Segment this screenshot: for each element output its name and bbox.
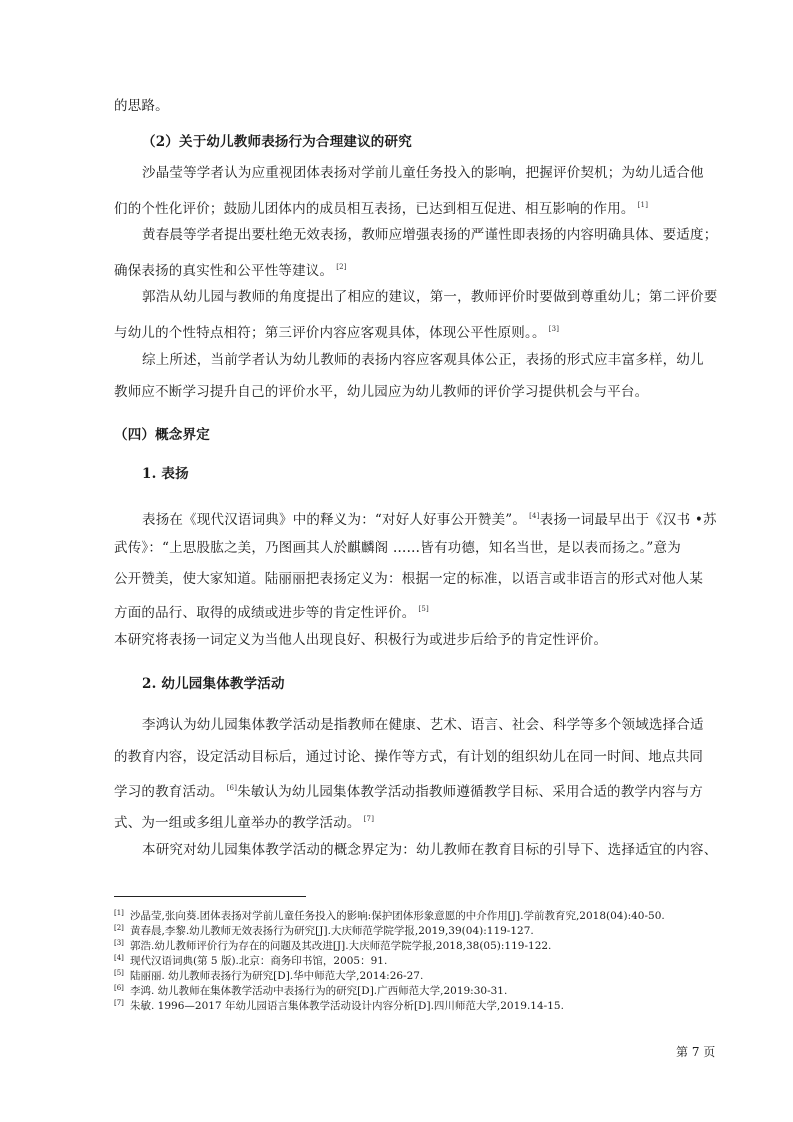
body-line: 综上所述，当前学者认为幼儿教师的表扬内容应客观具体公正，表扬的形式应丰富多样，幼儿 [142, 352, 704, 368]
citation-ref[interactable]: [2] [336, 263, 347, 271]
footnote: [1] 沙晶莹,张向葵.团体表扬对学前儿童任务投入的影响:保护团体形象意愿的中介作用[J].学前教育究,2018(04):40-50. [114, 906, 734, 923]
footnote-mark: [5] [114, 969, 124, 977]
body-line: 学习的教育活动。 [6]朱敏认为幼儿园集体教学活动指教师遵循教学目标、采用合适的教学内容与方 [114, 784, 703, 800]
subsection-heading: （2）关于幼儿教师表扬行为合理建议的研究 [142, 134, 412, 150]
citation-ref[interactable]: [5] [418, 605, 429, 613]
footnote-mark: [3] [114, 939, 124, 947]
footnote-mark: [6] [114, 984, 124, 992]
body-line: 李鸿认为幼儿园集体教学活动是指教师在健康、艺术、语言、社会、科学等多个领域选择合适 [142, 717, 704, 733]
citation-ref[interactable]: [6] [226, 784, 238, 792]
footnote-mark: [2] [114, 924, 124, 932]
footnote: [3] 郭浩.幼儿教师评价行为存在的问题及其改进[J].大庆师范学院学报,2018,38(05):119-122. [114, 936, 734, 953]
section-heading: （四）概念界定 [114, 427, 210, 443]
footnote-mark: [4] [114, 954, 124, 962]
footnote: [4] 现代汉语词典(第 5 版).北京：商务印书馆，2005：91. [114, 951, 734, 968]
body-line: 方面的品行、取得的成绩或进步等的肯定性评价。 [5] [114, 605, 429, 621]
citation-ref[interactable]: [1] [637, 201, 649, 209]
body-line: 与幼儿的个性特点相符；第三评价内容应客观具体，体现公平性原则。。 [3] [114, 325, 560, 341]
footnote-mark: [1] [114, 909, 124, 917]
footnote: [6] 李鸿. 幼儿教师在集体教学活动中表扬行为的研究[D].广西师范大学,2019:30-31. [114, 981, 734, 998]
citation-ref[interactable]: [4] [529, 512, 540, 520]
body-line: 本研究将表扬一词定义为当他人出现良好、积极行为或进步后给予的肯定性评价。 [114, 632, 608, 648]
subsection-heading: 2. 幼儿园集体教学活动 [142, 676, 285, 692]
body-line: 黄春晨等学者提出要杜绝无效表扬，教师应增强表扬的严谨性即表扬的内容明确具体、要适度； [142, 227, 718, 243]
body-line: 公开赞美，使大家知道。陆丽丽把表扬定义为：根据一定的标准，以语言或非语言的形式对他人某 [114, 571, 704, 587]
body-line: 的思路。 [114, 98, 169, 114]
footnote: [2] 黄春晨,李黎.幼儿教师无效表扬行为研究[J].大庆师范学院学报,2019,39(04):119-127. [114, 921, 734, 938]
body-line: 的教育内容，设定活动目标后，通过讨论、操作等方式，有计划的组织幼儿在同一时间、地点共同 [114, 749, 704, 765]
body-line: 式、为一组或多组儿童举办的教学活动。 [7] [114, 815, 375, 831]
footnote: [7] 朱敏. 1996—2017 年幼儿园语言集体教学活动设计内容分析[D].四川师范大学,2019.14-15. [114, 996, 734, 1013]
citation-ref[interactable]: [3] [548, 325, 560, 333]
body-line: 表扬在《现代汉语词典》中的释义为：“对好人好事公开赞美”。 [4]表扬一词最早出于《汉书 •苏 [142, 512, 717, 528]
subsection-heading: 1. 表扬 [142, 466, 189, 482]
footnote-mark: [7] [114, 999, 124, 1007]
page-number: 第 7 页 [676, 1045, 716, 1059]
body-line: 本研究对幼儿园集体教学活动的概念界定为：幼儿教师在教育目标的引导下、选择适宜的内容、 [142, 842, 718, 858]
footnote-divider [114, 896, 306, 897]
body-line: 武传》：“上思股肱之美，乃图画其人於麒麟阁 ……皆有功德，知名当世，是以表而扬之。”意为 [114, 540, 681, 556]
citation-ref[interactable]: [7] [363, 815, 375, 823]
body-line: 教师应不断学习提升自己的评价水平，幼儿园应为幼儿教师的评价学习提供机会与平台。 [114, 384, 649, 400]
body-line: 们的个性化评价；鼓励儿团体内的成员相互表扬，已达到相互促进、相互影响的作用。 [1] [114, 201, 649, 217]
footnote: [5] 陆丽丽. 幼儿教师表扬行为研究[D].华中师范大学,2014:26-27. [114, 966, 734, 983]
body-line: 郭浩从幼儿园与教师的角度提出了相应的建议，第一，教师评价时要做到尊重幼儿；第二评价要 [142, 289, 718, 305]
body-line: 沙晶莹等学者认为应重视团体表扬对学前儿童任务投入的影响，把握评价契机；为幼儿适合他 [142, 165, 704, 181]
body-line: 确保表扬的真实性和公平性等建议。 [2] [114, 263, 347, 279]
